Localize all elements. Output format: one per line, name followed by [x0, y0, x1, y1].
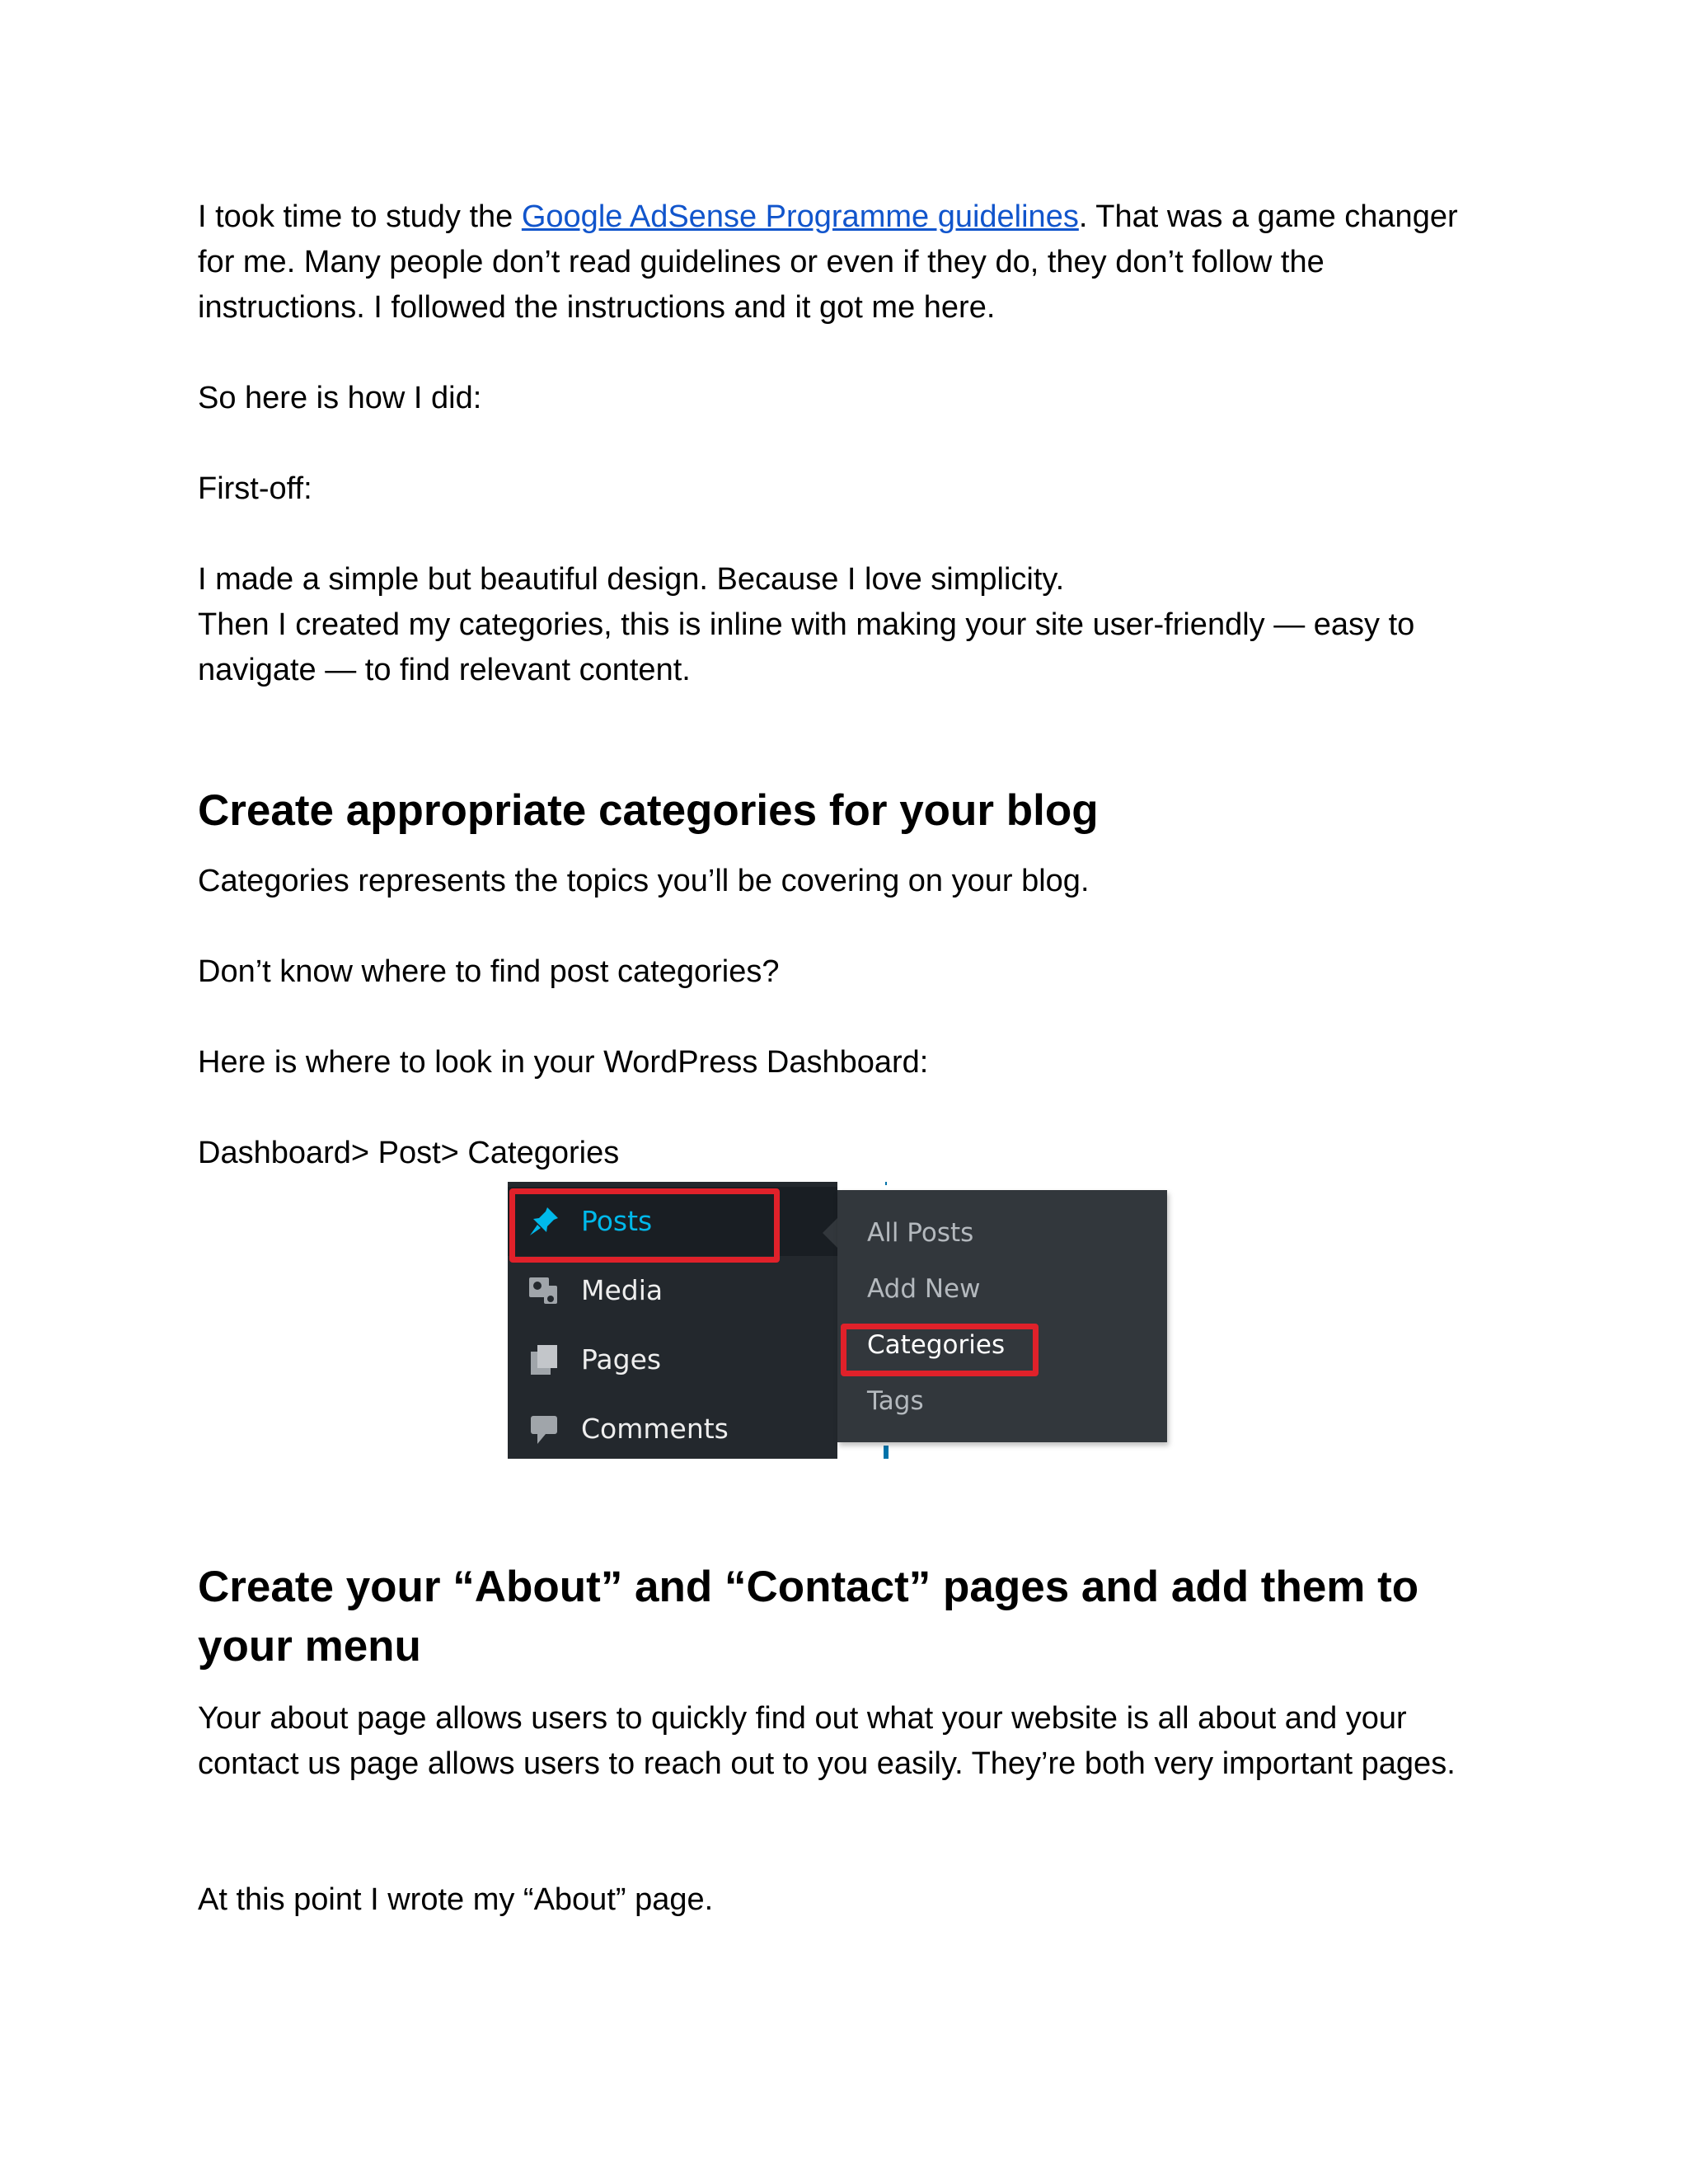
intro-paragraph [198, 194, 1500, 330]
submenu-item-categories[interactable]: Categories [867, 1330, 1006, 1360]
screenshot-edge-bar [884, 1446, 889, 1459]
design-line: I made a simple but beautiful design. Because I love simplicity. [198, 562, 1065, 597]
adsense-guidelines-link[interactable]: Google AdSense Programme guidelines [521, 199, 1079, 234]
sidebar-item-pages[interactable] [508, 1325, 837, 1394]
submenu-pointer [823, 1216, 839, 1249]
wp-admin-sidebar [508, 1182, 837, 1459]
categories-paragraph: Categories represents the topics you’ll be covering on your blog. [198, 864, 1090, 898]
section-heading-about-contact: Create your “About” and “Contact” pages and add them to your menu [198, 1563, 1419, 1671]
sidebar-item-label: Media [581, 1274, 663, 1306]
sidebar-item-media[interactable] [508, 1256, 837, 1325]
first-off-paragraph: First-off: [198, 471, 312, 506]
section-heading-categories: Create appropriate categories for your blog [198, 786, 1099, 835]
submenu-item-tags[interactable]: Tags [867, 1386, 924, 1416]
posts-submenu [837, 1190, 1167, 1442]
categories-highlight-box [841, 1324, 1039, 1376]
sidebar-item-label: Posts [581, 1205, 653, 1237]
wordpress-menu-screenshot [508, 1182, 1167, 1459]
about-page-paragraph: At this point I wrote my “About” page. [198, 1882, 714, 1917]
categories-line: Then I created my categories, this is inline with making your site user-friendly — easy to navigate — to find relevant content. [198, 607, 1415, 687]
pages-icon [528, 1343, 560, 1376]
sidebar-item-comments[interactable] [508, 1394, 837, 1464]
intro-text-continued: . That was a game changer for me. Many people don’t read guidelines or even if they do, they don’t follow the instructions. I followed the instructions and it got me here. [198, 199, 1458, 325]
media-icon [528, 1274, 560, 1307]
sidebar-item-label: Pages [581, 1343, 662, 1376]
intro-text: I took time to study the [198, 199, 522, 234]
where-to-look-paragraph: Here is where to look in your WordPress Dashboard: [198, 1045, 929, 1080]
how-i-did-paragraph: So here is how I did: [198, 381, 482, 415]
find-categories-question: Don’t know where to find post categories? [198, 954, 780, 989]
dashboard-path-paragraph: Dashboard> Post> Categories [198, 1136, 620, 1170]
about-contact-paragraph: Your about page allows users to quickly find out what your website is all about and your contact us page allows users to reach out to you easily. They’re both very important pages. [198, 1701, 1456, 1781]
sidebar-item-label: Comments [581, 1413, 729, 1445]
design-paragraph [198, 557, 1500, 693]
submenu-item-all-posts[interactable]: All Posts [867, 1218, 974, 1248]
comment-icon [528, 1413, 560, 1446]
submenu-item-add-new[interactable]: Add New [867, 1274, 981, 1304]
screenshot-edge [885, 1182, 887, 1185]
posts-highlight-box [509, 1188, 780, 1263]
